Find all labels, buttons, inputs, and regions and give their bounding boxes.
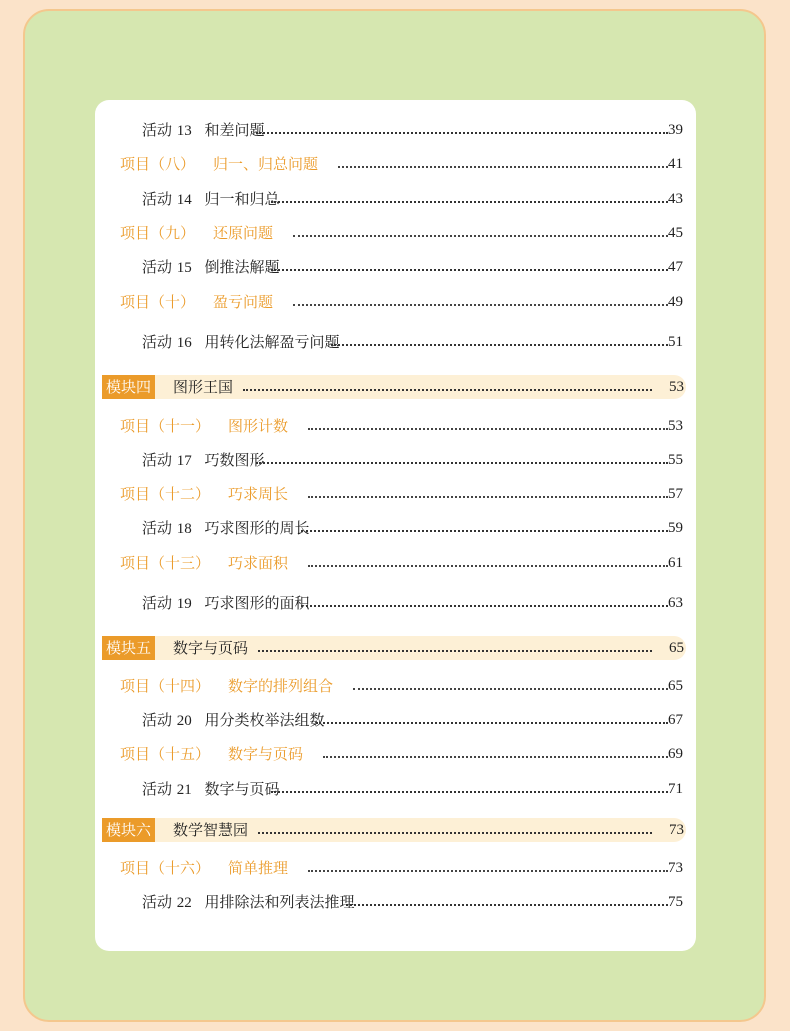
page-number: 69 [668, 746, 683, 762]
page-number: 53 [669, 379, 684, 395]
dot-leader [271, 776, 668, 793]
activity-title: 归一和归总 [199, 190, 280, 208]
activity-label [142, 186, 280, 213]
page-number: 65 [668, 678, 683, 694]
activity-title: 用排除法和列表法推理 [199, 893, 355, 911]
page-number: 49 [668, 294, 683, 310]
dot-leader [346, 889, 668, 906]
activity-prefix: 活动 [142, 893, 177, 911]
module-tag: 模块四 [102, 375, 155, 399]
dot-leader [258, 636, 652, 652]
dot-leader [323, 741, 668, 758]
dot-leader [256, 447, 668, 464]
toc-project-row[interactable] [95, 741, 696, 767]
activity-number: 18 [176, 521, 192, 537]
page-number: 61 [668, 555, 683, 571]
activity-title: 用分类枚举法组数 [199, 711, 325, 729]
activity-label [142, 447, 265, 474]
dot-leader [308, 481, 668, 498]
activity-prefix: 活动 [142, 258, 177, 276]
dot-leader [331, 329, 668, 346]
page-number: 73 [669, 822, 684, 838]
project-prefix: 项目（十六） [120, 859, 211, 877]
activity-label [142, 776, 280, 803]
page-number: 73 [668, 860, 683, 876]
toc-activity-row[interactable] [95, 590, 696, 616]
dot-leader [243, 375, 652, 391]
project-title: 图形计数 [228, 417, 289, 435]
toc-activity-row[interactable] [95, 707, 696, 733]
activity-prefix: 活动 [142, 451, 177, 469]
toc-module-row[interactable] [102, 636, 686, 660]
project-label [120, 673, 333, 699]
activity-number: 17 [176, 453, 192, 469]
page-number: 55 [668, 452, 683, 468]
activity-number: 19 [176, 596, 192, 612]
activity-prefix: 活动 [142, 121, 177, 139]
toc-project-row[interactable] [95, 413, 696, 439]
module-title: 数字与页码 [173, 639, 249, 657]
toc-activity-row[interactable] [95, 117, 696, 143]
toc-activity-row[interactable] [95, 186, 696, 212]
toc-project-row[interactable] [95, 550, 696, 576]
project-title: 巧求面积 [228, 554, 289, 572]
activity-number: 15 [176, 260, 192, 276]
page-number: 51 [668, 334, 683, 350]
page-number: 53 [668, 418, 683, 434]
activity-number: 13 [176, 123, 192, 139]
toc-project-row[interactable] [95, 673, 696, 699]
activity-title: 用转化法解盈亏问题 [199, 333, 340, 351]
dot-leader [256, 117, 668, 134]
activity-label [142, 707, 325, 734]
activity-number: 22 [176, 895, 192, 911]
dot-leader [293, 220, 668, 237]
project-title: 简单推理 [228, 859, 289, 877]
project-label [120, 741, 303, 767]
project-prefix: 项目（十） [120, 293, 196, 311]
project-label [120, 220, 273, 246]
activity-title: 倒推法解题 [199, 258, 280, 276]
activity-prefix: 活动 [142, 519, 177, 537]
dot-leader [271, 186, 668, 203]
page-number: 75 [668, 894, 683, 910]
project-prefix: 项目（九） [120, 224, 196, 242]
project-title: 盈亏问题 [213, 293, 274, 311]
module-title: 图形王国 [173, 378, 234, 396]
page-number: 59 [668, 520, 683, 536]
toc-project-row[interactable] [95, 289, 696, 315]
dot-leader [293, 289, 668, 306]
project-title: 巧求周长 [228, 485, 289, 503]
dot-leader [271, 254, 668, 271]
activity-title: 巧数图形 [199, 451, 265, 469]
activity-label [142, 590, 310, 617]
page-number: 63 [668, 595, 683, 611]
project-title: 数字与页码 [228, 745, 304, 763]
module-tag: 模块五 [102, 636, 155, 660]
toc-activity-row[interactable] [95, 776, 696, 802]
project-prefix: 项目（十三） [120, 554, 211, 572]
dot-leader [316, 707, 668, 724]
activity-label [142, 889, 355, 916]
project-title: 还原问题 [213, 224, 274, 242]
toc-project-row[interactable] [95, 220, 696, 246]
toc-module-row[interactable] [102, 375, 686, 399]
project-prefix: 项目（八） [120, 155, 196, 173]
page-number: 57 [668, 486, 683, 502]
page-number: 65 [669, 640, 684, 656]
toc-activity-row[interactable] [95, 889, 696, 915]
page-number: 39 [668, 122, 683, 138]
dot-leader [258, 818, 652, 834]
dot-leader [353, 673, 668, 690]
dot-leader [308, 855, 668, 872]
page-number: 43 [668, 191, 683, 207]
project-label [120, 550, 288, 576]
page-number: 45 [668, 225, 683, 241]
toc-activity-row[interactable] [95, 447, 696, 473]
toc-project-row[interactable] [95, 151, 696, 177]
project-prefix: 项目（十一） [120, 417, 211, 435]
activity-number: 14 [176, 192, 192, 208]
toc-card [95, 100, 696, 951]
module-tag: 模块六 [102, 818, 155, 842]
activity-title: 巧求图形的周长 [199, 519, 310, 537]
activity-prefix: 活动 [142, 711, 177, 729]
activity-label [142, 254, 280, 281]
activity-title: 数字与页码 [199, 780, 280, 798]
project-label [120, 413, 288, 439]
project-prefix: 项目（十二） [120, 485, 211, 503]
activity-label [142, 329, 340, 356]
project-title: 归一、归总问题 [213, 155, 319, 173]
project-title: 数字的排列组合 [228, 677, 334, 695]
module-title: 数学智慧园 [173, 821, 249, 839]
dot-leader [301, 590, 668, 607]
page-number: 71 [668, 781, 683, 797]
activity-title: 巧求图形的面积 [199, 594, 310, 612]
toc-module-row[interactable] [102, 818, 686, 842]
page-number: 67 [668, 712, 683, 728]
dot-leader [301, 515, 668, 532]
page-number: 47 [668, 259, 683, 275]
dot-leader [308, 550, 668, 567]
activity-label [142, 515, 310, 542]
activity-prefix: 活动 [142, 333, 177, 351]
project-label [120, 855, 288, 881]
activity-number: 16 [176, 335, 192, 351]
activity-number: 20 [176, 713, 192, 729]
toc-project-row[interactable] [95, 481, 696, 507]
project-label [120, 151, 318, 177]
page-number: 41 [668, 156, 683, 172]
toc-activity-row[interactable] [95, 329, 696, 355]
project-prefix: 项目（十四） [120, 677, 211, 695]
activity-prefix: 活动 [142, 594, 177, 612]
dot-leader [308, 413, 668, 430]
activity-prefix: 活动 [142, 780, 177, 798]
activity-number: 21 [176, 782, 192, 798]
activity-label [142, 117, 265, 144]
project-label [120, 289, 273, 315]
project-prefix: 项目（十五） [120, 745, 211, 763]
toc-project-row[interactable] [95, 855, 696, 881]
toc-activity-row[interactable] [95, 515, 696, 541]
project-label [120, 481, 288, 507]
toc-activity-row[interactable] [95, 254, 696, 280]
activity-title: 和差问题 [199, 121, 265, 139]
dot-leader [338, 151, 668, 168]
activity-prefix: 活动 [142, 190, 177, 208]
